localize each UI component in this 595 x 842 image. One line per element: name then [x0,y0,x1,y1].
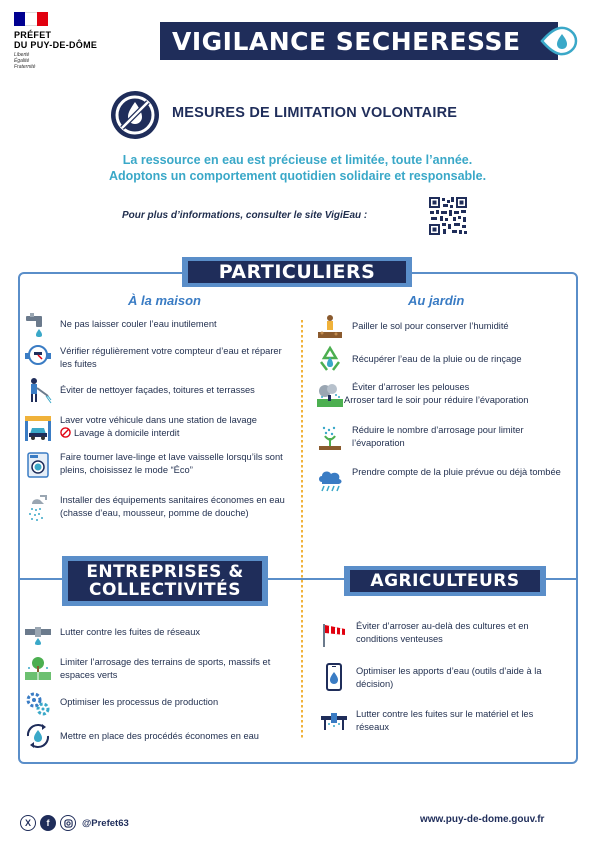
list-item: Lutter contre les fuites de réseaux [24,618,296,646]
logo-motto: Liberté Égalité Fraternité [14,52,36,70]
maison-heading: À la maison [128,293,201,308]
washing-machine-icon [24,451,52,479]
phone-drop-icon [320,663,348,691]
list-item: Faire tourner lave-linge et lave vaisselle lorsqu’ils sont pleins, choisissez le mode “Éco” [24,451,296,479]
prohibited-icon [60,427,71,438]
shower-icon [24,494,52,522]
section-separator-middle [268,578,344,580]
vigieau-qr-code[interactable] [428,196,468,236]
particuliers-title: PARTICULIERS [188,261,406,283]
particuliers-title-box [182,257,412,287]
list-item: Prendre compte de la pluie prévue ou déjà tombée [316,466,574,494]
intro-text: La ressource en eau est précieuse et limitée, toute l’année. Adoptons un comportement quotidien solidaire et responsable. [108,153,487,183]
recycle-water-icon [316,345,344,373]
gears-icon [24,690,52,718]
windsock-icon [320,620,348,648]
rain-cloud-icon [316,466,344,494]
no-water-drop-icon [110,90,160,140]
list-item: Laver votre véhicule dans une station de lavage Lavage à domicile interdit [24,414,296,442]
website-link[interactable]: www.puy-de-dome.gouv.fr [420,814,545,825]
list-item: Limiter l’arrosage des terrains de sports, massifs et espaces verts [24,654,296,682]
list-item: Pailler le sol pour conserver l’humidité [316,312,574,340]
list-item: Réduire le nombre d’arrosage pour limiter l’évaporation [316,424,574,452]
list-item: Lutter contre les fuites sur le matériel et les réseaux [320,708,572,736]
x-icon[interactable]: X [20,815,36,831]
entreprises-title-box [62,556,268,606]
list-item: Récupérer l’eau de la pluie ou de rinçage [316,345,574,373]
more-info-text: Pour plus d’informations, consulter le site VigiEau : [122,210,368,221]
social-handle[interactable]: @Prefet63 [82,817,129,829]
section-separator-right [546,578,578,580]
list-item: Mettre en place des procédés économes en eau [24,722,300,750]
mulch-icon [316,312,344,340]
column-divider [301,320,303,740]
entreprises-title-line-1: ENTREPRISES & [86,562,244,582]
plant-watering-icon [316,424,344,452]
pressure-washer-icon [24,376,52,404]
list-item: Ne pas laisser couler l’eau inutilement [24,310,296,338]
faucet-icon [24,310,52,338]
jardin-heading: Au jardin [408,293,465,308]
entreprises-title-line-2: COLLECTIVITÉS [88,580,242,600]
agriculteurs-title-box [344,566,546,596]
water-cycle-icon [24,722,52,750]
list-item: Installer des équipements sanitaires économes en eau (chasse d’eau, mousseur, pomme de douche) [24,494,296,522]
logo-line-2: DU PUY-DE-DÔME [14,40,98,50]
agriculteurs-title: AGRICULTEURS [350,570,540,592]
water-drop-badge-icon [540,24,580,58]
logo-line-1: PRÉFET [14,30,52,40]
lawn-sprinkler-icon [316,381,344,409]
title-banner [160,22,558,60]
instagram-icon[interactable] [60,815,76,831]
irrigation-pipe-icon [320,708,348,736]
list-item: Vérifier régulièrement votre compteur d’eau et réparer les fuites [24,341,296,370]
list-item: Optimiser les processus de production [24,690,296,718]
car-wash-icon [24,414,52,442]
measures-heading: MESURES DE LIMITATION VOLONTAIRE [172,105,458,121]
list-item: Éviter d’arroser au-delà des cultures et en conditions venteuses [320,620,572,648]
french-flag-icon [14,12,48,26]
prefecture-logo [14,12,134,70]
list-item: Optimiser les apports d’eau (outils d’aide à la décision) [320,663,572,691]
social-links [20,815,129,831]
pipe-leak-icon [24,618,52,646]
water-meter-icon [24,341,52,369]
sports-field-icon [24,654,52,682]
page-title: VIGILANCE SECHERESSE [172,26,521,56]
facebook-icon[interactable]: f [40,815,56,831]
list-item: Éviter d’arroser les pelouses Arroser tard le soir pour réduire l’évaporation [316,381,578,409]
section-separator-left [18,578,62,580]
list-item: Éviter de nettoyer façades, toitures et terrasses [24,376,296,404]
